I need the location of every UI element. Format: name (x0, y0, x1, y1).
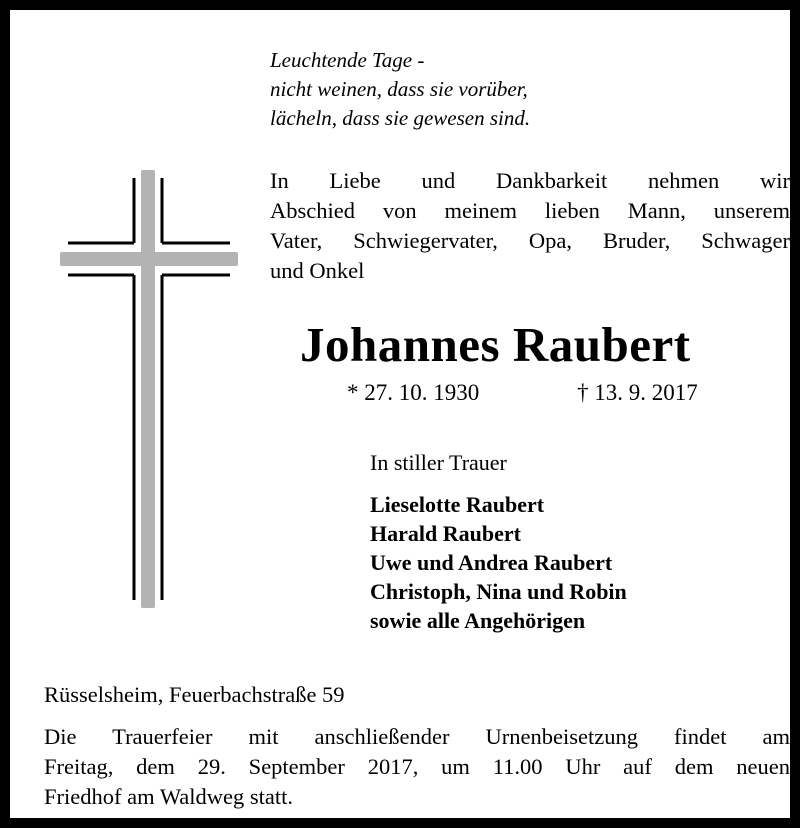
funeral-line: Freitag, dem 29. September 2017, um 11.00 Uhr auf dem neuen (44, 754, 790, 779)
funeral-line: Friedhof am Waldweg statt. (44, 784, 293, 809)
death-date: † 13. 9. 2017 (577, 380, 698, 405)
farewell-line: und Onkel (270, 258, 365, 283)
mourner-item: sowie alle Angehörigen (370, 608, 586, 633)
funeral-line: Die Trauerfeier mit anschließender Urnenbeisetzung findet am (44, 724, 790, 749)
funeral-details (44, 722, 790, 812)
farewell-line: Vater, Schwiegervater, Opa, Bruder, Schwager (270, 228, 790, 253)
poem-line: lächeln, dass sie gewesen sind. (270, 106, 531, 130)
birth-date: * 27. 10. 1930 (347, 380, 480, 405)
farewell-line: In Liebe und Dankbarkeit nehmen wir (270, 168, 790, 193)
mourner-item: Lieselotte Raubert (370, 492, 545, 517)
mourning-label: In stiller Trauer (370, 450, 507, 475)
mourner-item: Harald Raubert (370, 521, 521, 546)
mourner-list (370, 490, 627, 635)
mourner-item: Christoph, Nina und Robin (370, 579, 627, 604)
deceased-name: Johannes Raubert (300, 317, 691, 372)
poem-line: Leuchtende Tage - (270, 48, 425, 72)
farewell-text (270, 166, 790, 286)
mourner-item: Uwe und Andrea Raubert (370, 550, 613, 575)
family-address: Rüsselsheim, Feuerbachstraße 59 (44, 682, 345, 707)
christian-cross-icon (50, 160, 240, 615)
poem-line: nicht weinen, dass sie vorüber, (270, 77, 528, 101)
farewell-line: Abschied von meinem lieben Mann, unserem (270, 198, 790, 223)
poem-verse (270, 46, 530, 133)
